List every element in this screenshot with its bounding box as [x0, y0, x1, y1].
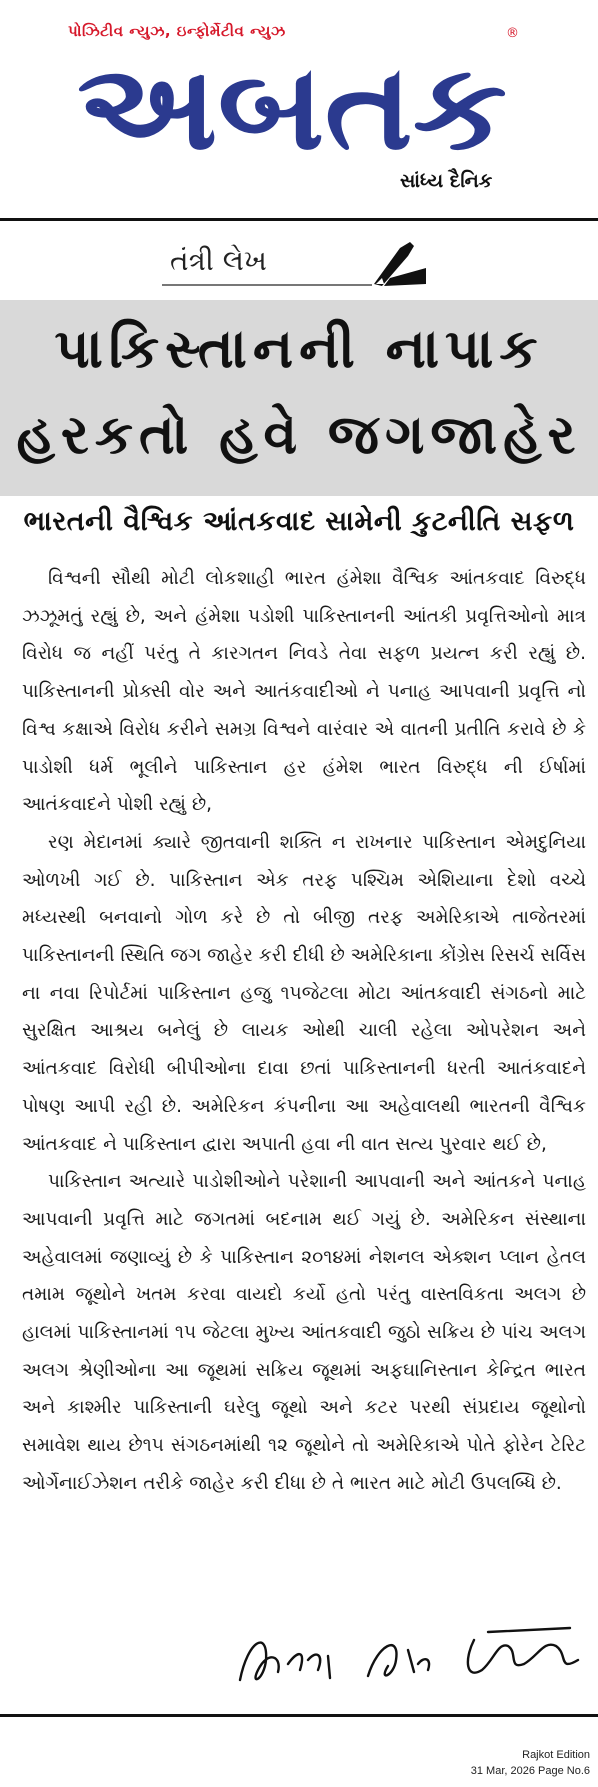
- newspaper-logo: [72, 44, 512, 164]
- edition-name: Rajkot Edition: [522, 1749, 590, 1761]
- masthead-tagline: પોઝિટીવ ન્યુઝ, ઇન્ફોર્મેટીવ ન્યુઝ: [68, 22, 286, 40]
- section-header: [160, 238, 430, 290]
- edition-info: [471, 1747, 590, 1779]
- article-paragraph: વિશ્વની સૌથી મોટી લોકશાહી ભારત હંમેશા વૈશ્વિક આંતકવાદ વિરુદ્ધ ઝઝૂમતું રહ્યું છે, અને હંમેશા પડોશી પાકિસ્તાનની આંતકી પ્રવૃત્તિઓનો માત્ર વિરોધ જ નહીં પરંતુ તે કારગતન નિવડે તેવા સફળ પ્રયત્ન કરી રહ્યું છે. પાકિસ્તાનની પ્રોક્સી વોર અને આતંકવાદીઓ ને પનાહ આપવાની પ્રવૃત્તિ નો વિશ્વ કક્ષાએ વિરોધ કરીને સમગ્ર વિશ્વને વારંવાર એ વાતની પ્રતીતિ કરાવે છે કે પાડોશી ધર્મ ભૂલીને પાકિસ્તાન હર હંમેશ ભારત વિરુદ્ધ ની ઈર્ષામાં આતંકવાદને પોશી રહ્યું છે,: [22, 568, 586, 816]
- article-body: [22, 560, 586, 1503]
- headline-line-2: હરકતો હવે જગજાહેર: [16, 403, 582, 466]
- bottom-divider: [0, 1714, 598, 1717]
- registered-mark-icon: ®: [506, 26, 519, 41]
- headline-banner: [0, 300, 598, 496]
- top-divider: [0, 218, 598, 221]
- article-subheadline: ભારતની વૈશ્વિક આંતકવાદ સામેની કુટનીતિ સફળ: [23, 506, 575, 537]
- edition-date-page: 31 Mar, 2026 Page No.6: [470, 1765, 590, 1777]
- headline-line-1: પાકિસ્તાનની નાપાક: [54, 317, 544, 380]
- editor-signature: [238, 1620, 588, 1696]
- section-underline: [162, 284, 372, 286]
- masthead-subtitle: સાંધ્ય દૈનિક: [400, 170, 493, 192]
- article-paragraph: રણ મેદાનમાં ક્યારે જીતવાની શક્તિ ન રાખનાર પાકિસ્તાન એમદુનિયા ઓળખી ગઈ છે. પાકિસ્તાન એક તરફ પશ્ચિમ એશિયાના દેશો વચ્ચે મધ્યસ્થી બનવાનો ગોળ કરે છે તો બીજી તરફ અમેરિકાએ તાજેતરમાં પાકિસ્તાનની સ્થિતિ જગ જાહેર કરી દીધી છે અમેરિકાના કોંગ્રેસ રિસર્ચ સર્વિસ ના નવા રિપોર્ટમાં પાકિસ્તાન હજુ ૧૫જેટલા મોટા આંતકવાદી સંગઠનો માટે સુરક્ષિત આશ્રય બનેલું છે લાયક ઓથી ચાલી રહેલા ઓપરેશન અને આંતકવાદ વિરોધી બીપીઓના દાવા છતાં પાકિસ્તાનની ધરતી આતંકવાદને પોષણ આપી રહી છે. અમેરિકન કંપનીના આ અહેવાલથી ભારતની વૈશ્વિક આંતકવાદ ને પાકિસ્તાન દ્વારા અપાતી હવા ની વાત સત્ય પુરવાર થઈ છે,: [22, 831, 586, 1155]
- section-label: તંત્રી લેખ: [170, 244, 267, 277]
- pen-writing-icon: [370, 238, 430, 288]
- article-paragraph: પાકિસ્તાન અત્યારે પાડોશીઓને પરેશાની આપવાની અને આંતકને પનાહ આપવાની પ્રવૃત્તિ માટે જગતમાં બદનામ થઈ ગયું છે. અમેરિકન સંસ્થાના અહેવાલમાં જણાવ્યું છે કે પાકિસ્તાન ૨૦૧૪માં નેશનલ એક્શન પ્લાન હેતલ તમામ જૂથોને ખતમ કરવા વાયદો કર્યો હતો પરંતુ વાસ્તવિકતા અલગ છે હાલમાં પાકિસ્તાનમાં ૧૫ જેટલા મુખ્ય આંતકવાદી જુઠો સક્રિય છે પાંચ અલગ અલગ શ્રેણીઓના આ જૂથમાં સક્રિય જૂથમાં અફઘાનિસ્તાન કેન્દ્રિત ભારત અને કાશ્મીર પાકિસ્તાની ઘરેલુ જૂથો અને કટર પરથી સંપ્રદાય જૂથોનો સમાવેશ થાય છે૧૫ સંગઠનમાંથી ૧૨ જૂથોને તો અમેરિકાએ પોતે ફોરેન ટેરિટ ઓર્ગેનાઈઝેશન તરીકે જાહેર કરી દીધા છે તે ભારત માટે મોટી ઉપલબ્ધિ છે.: [22, 1171, 586, 1494]
- logo-text: અબતક: [77, 44, 507, 164]
- article-headline: [0, 306, 598, 478]
- masthead: [0, 0, 598, 215]
